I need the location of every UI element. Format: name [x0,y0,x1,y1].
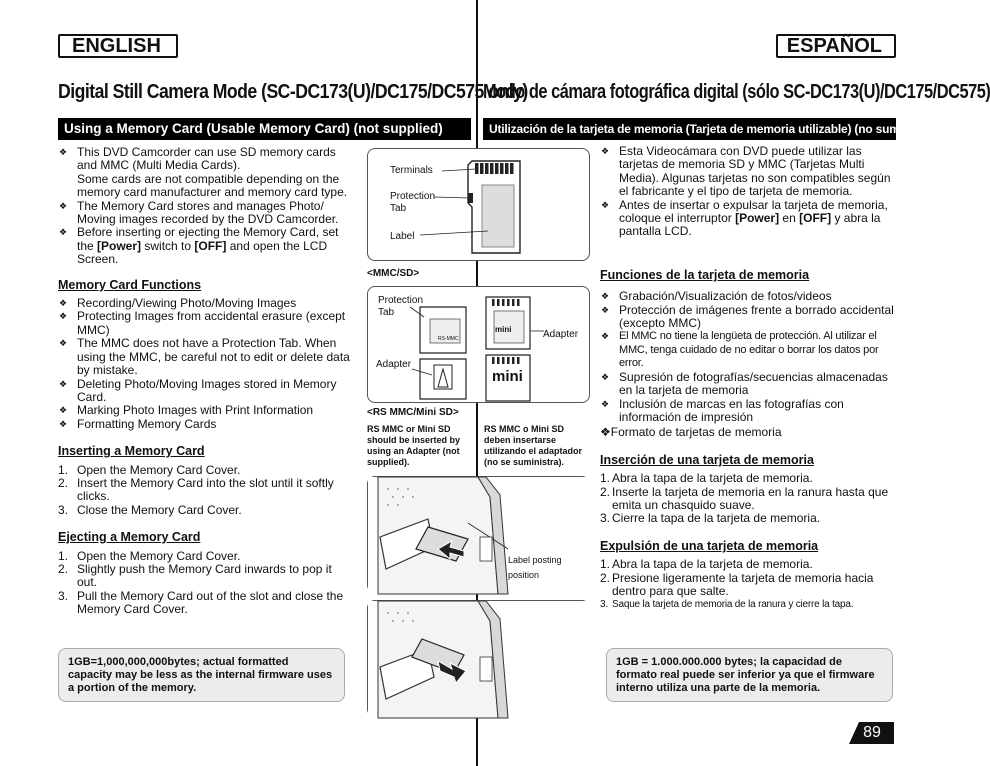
intro-list-english [58,146,354,267]
list-item: ❖ Esta Videocámara con DVD puede utilizar las tarjetas de memoria SD y MMC (Tarjetas Multi Media). Algunas tarjetas no son compatibles según el fabricante y el tipo de tarjeta de memoria. [600,145,896,199]
mmc-sd-caption: <MMC/SD> [367,268,420,279]
list-item: ❖ Before inserting or ejecting the Memory Card, set the [Power] switch to [OFF] and open the LCD Screen. [58,226,354,266]
list-item: ❖ Formatting Memory Cards [58,418,354,431]
functions-heading-spanish: Funciones de la tarjeta de memoria [600,267,810,282]
adapter-right-label: Adapter [543,329,579,340]
ejecting-heading-spanish: Expulsión de una tarjeta de memoria [600,538,819,553]
ejecting-steps-english [58,550,354,617]
section-heading-spanish: Utilización de la tarjeta de memoria (Tarjeta de memoria utilizable) (no suministrada) [483,118,896,140]
note-divider [476,424,477,472]
page-number: 89 [863,724,881,741]
eject-card-figure [367,600,590,717]
inserting-steps-spanish [600,472,896,526]
page-title-english: Digital Still Camera Mode (SC-DC173(U)/DC175/DC575 only) [58,80,528,103]
list-item: 2. Inserte la tarjeta de memoria en la ranura hasta que emita un chasquido suave. [600,484,889,512]
mmc-sd-figure [367,148,590,261]
list-item: 2. Insert the Memory Card into the slot until it softly clicks. [58,475,334,504]
terminals-label: Terminals [390,165,433,176]
rs-note-spanish: RS MMC o Mini SD deben insertarse utilizando el adaptador (no se suministra). [484,424,583,467]
rs-mmc-figure [367,286,590,403]
list-item: ❖ Recording/Viewing Photo/Moving Images [58,297,354,310]
list-item: ❖ Protecting Images from accidental erasure (except MMC) [58,310,354,337]
capacity-note-spanish: 1GB = 1.000.000.000 bytes; la capacidad de formato real puede ser inferior ya que el firmware interno utiliza una parte de la memoria. [606,648,893,702]
list-item: 2. Presione ligeramente la tarjeta de memoria hacia dentro para que salte. [600,570,874,598]
inserting-heading-spanish: Inserción de una tarjeta de memoria [600,452,814,467]
list-item: 3. Cierre la tapa de la tarjeta de memoria. [600,511,821,526]
card-label-label: Label [390,231,415,242]
adapter-left-label: Adapter [376,359,412,370]
functions-heading-english: Memory Card Functions [58,277,202,292]
rs-mmc-card-text: RS-MMC [438,336,459,342]
list-item: 1. Abra la tapa de la tarjeta de memoria. [600,557,813,572]
inserting-heading-english: Inserting a Memory Card [58,444,205,459]
list-item: ❖ Supresión de fotografías/secuencias almacenadas en la tarjeta de memoria [600,371,896,398]
list-item: 1. Open the Memory Card Cover. [58,462,241,477]
label-posting-label: Label posting position [508,555,562,580]
list-item: ❖Formato de tarjetas de memoria [600,425,782,440]
list-item: ❖ This DVD Camcorder can use SD memory cards and MMC (Multi Media Cards). Some cards are not compatible depending on the memory card manufacturer and memory card type. [58,146,354,200]
list-item: 3. Close the Memory Card Cover. [58,502,242,517]
mini-logo-bottom: mini [492,368,523,385]
spanish-column [600,145,896,612]
list-item: ❖ The Memory Card stores and manages Photo/ Moving images recorded by the DVD Camcorder. [58,200,354,227]
inserting-steps-english [58,464,354,518]
list-item: ❖ Antes de insertar o expulsar la tarjeta de memoria, coloque el interruptor [Power] en [OFF] y abra la pantalla LCD. [600,199,896,239]
list-item: 3. Saque la tarjeta de memoria de la ranura y cierre la tapa. [600,599,854,611]
ejecting-steps-spanish [600,558,896,612]
capacity-note-english: 1GB=1,000,000,000bytes; actual formatted capacity may be less as the internal firmware uses a portion of the memory. [58,648,345,702]
ejecting-heading-english: Ejecting a Memory Card [58,530,201,545]
mini-logo-top: mini [495,325,512,334]
camcorder-eject-illustration [368,601,591,718]
list-item: ❖ Inclusión de marcas en las fotografías con información de impresión [600,398,896,425]
language-label-english: ENGLISH [58,34,178,58]
rs-protection-tab-label: Protection Tab [378,295,424,318]
section-heading-english: Using a Memory Card (Usable Memory Card) (not supplied) [58,118,471,140]
functions-list-spanish [600,290,896,424]
list-item: ❖ The MMC does not have a Protection Tab. When using the MMC, be careful not to edit or delete data by mistake. [58,337,354,377]
intro-list-spanish [600,145,896,239]
insert-card-figure [367,476,590,593]
functions-list-english [58,297,354,431]
list-item: ❖ Deleting Photo/Moving Images stored in Memory Card. [58,378,354,405]
list-item: 1. Abra la tapa de la tarjeta de memoria. [600,471,813,486]
list-item: ❖ Protección de imágenes frente a borrado accidental (excepto MMC) [600,304,896,331]
protection-tab-label: Protection Tab [390,191,436,214]
list-item: ❖ Marking Photo Images with Print Information [58,404,354,417]
rs-note-english: RS MMC or Mini SD should be inserted by using an Adapter (not supplied). [367,424,461,467]
rs-mmc-caption: <RS MMC/Mini SD> [367,407,459,418]
list-item: 1. Open the Memory Card Cover. [58,548,241,563]
list-item: 3. Pull the Memory Card out of the slot and close the Memory Card Cover. [58,588,344,617]
language-label-spanish: ESPAÑOL [776,34,896,58]
list-item: 2. Slightly push the Memory Card inwards to pop it out. [58,561,332,590]
list-item: ❖ El MMC no tiene la lengüeta de protección. Al utilizar el MMC, tenga cuidado de no editar o borrar los datos por error. [600,330,896,370]
list-item: ❖ Grabación/Visualización de fotos/videos [600,290,896,303]
page-title-spanish: Modo de cámara fotográfica digital (sólo SC-DC173(U)/DC175/DC575) [483,80,990,103]
english-column [58,146,354,617]
